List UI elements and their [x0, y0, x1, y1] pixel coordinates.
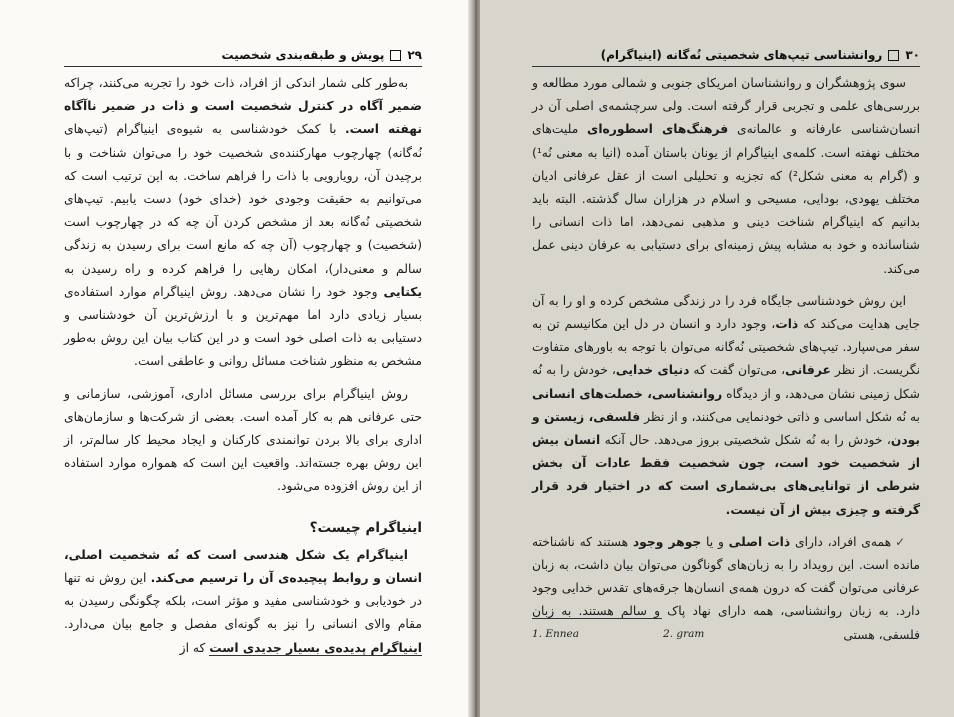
pencil-mark-icon: ✓: [895, 534, 906, 549]
section-heading: اینیاگرام چیست؟: [309, 519, 422, 536]
text-segment: ، وجود دارد و انسان در دل این مکانیسم تن به سفر می‌سپارد. تیپ‌های شخصیتی نُه‌گانه می‌توان با توجه به باورهای متفاوت نگریست. از نظر: [532, 317, 921, 378]
page-number: ۳۰: [905, 48, 920, 62]
footnote-rule: [532, 618, 662, 619]
text-segment: سوی پژوهشگران و روانشناسان امریکای جنوبی و شمالی مورد مطالعه و بررسی‌های علمی و تجربی قرار گرفته است. ولی سرچشمه‌ی اصلی آن در انسان‌شناسی عارفانه و عالمانه‌ی: [532, 76, 920, 137]
text-segment: با کمک خودشناسی به شیوه‌ی اینیاگرام (تیپ‌های نُه‌گانه) چهارچوب مهارکننده‌ی شخصیت خود را می‌توان شناخت و با برچیدن آن، رویارویی با ذات را فراهم ساخت. به این ترتیب است که می‌توانیم به حقیقت وجودی خود (خدای خود) دست یابیم. تیپ‌های شخصیتی نُه‌گانه بعد از مشخص کردن آن چه که در چهارچوب است (شخصیت) و چهارچوب (آن چه که مانع است برای رسیدن به زندگی سالم و معنی‌دار)، امکان رهایی را فراهم کرده و راه رسیدن به: [64, 122, 422, 276]
text-segment: ، خودش را به نُه شکل زمینی نشان می‌دهد، و از دیدگاه: [532, 363, 920, 401]
bold-segment: فرهنگ‌های اسطوره‌ای: [587, 122, 729, 137]
bold-segment: دنیای خدایی: [615, 363, 690, 378]
header-rule: [64, 66, 422, 67]
bold-segment: یکتایی: [383, 284, 422, 299]
bold-segment: جوهر وجود: [632, 534, 702, 549]
text-segment: ملیت‌های مختلف نهفته است. کلمه‌ی اینیاگرام از یونان باستان آمده (انیا به معنی نُه¹) و (گرام به معنی شکل²) که تجزیه و تحلیلی است از عقل عرفانی ادیان مختلف یهودی، بودایی، مسیحی و اسلام در هزاران سال گذشته. البته باید بدانیم که اینیاگرام شناخت دینی و مذهبی نمی‌دهد، اما ذات انسانی را شناسانده و خود به مشابه پیش زمینه‌ای برای دستیابی به عرفان دینی عمل می‌کند.: [532, 122, 920, 276]
text-segment: این روش نه تنها در خودیابی و خودشناسی مفید و مؤثر است، بلکه چگونگی رسیدن به مقام والای انسانی را نیز به گونه‌ای مفصل و جامع بیان می‌دارد.: [64, 571, 422, 632]
text-segment: این روش خودشناسی جایگاه فرد را در زندگی مشخص کرده و او را به آن جایی هدایت می‌کند که: [532, 293, 921, 332]
bold-underlined-segment: اینیاگرام پدیده‌ی بسیار جدیدی است: [209, 640, 422, 655]
text-segment: به‌طور کلی شمار اندکی از افراد، ذات خود را تجربه می‌کنند، چراکه: [64, 76, 408, 90]
bold-segment: فلسفی، زیستن و بودن: [532, 409, 920, 448]
square-icon: [888, 50, 899, 61]
right-page: [480, 0, 954, 717]
text-segment: و یا: [701, 534, 729, 549]
right-page-body: [532, 72, 920, 656]
text-segment: که از: [179, 640, 210, 655]
footnote: 2. gram: [663, 628, 705, 640]
paragraph: [64, 72, 422, 374]
footnote: 1. Ennea: [532, 628, 580, 640]
text-segment: به نُه شکل اساسی و ذاتی خودنمایی می‌کنند، و از نظر: [640, 409, 920, 424]
bold-segment: ضمیر آگاه در کنترل شخصیت است و ذات در ضمیر ناآگاه نهفته است.: [64, 99, 423, 137]
bold-segment: اینیاگرام یک شکل هندسی است که نُه شخصیت اصلی، انسان و روابط پیچیده‌ی آن را ترسیم می‌کند.: [64, 547, 422, 586]
left-page-body: [64, 72, 422, 669]
square-icon: [390, 50, 401, 61]
paragraph: [532, 72, 920, 281]
text-segment: ، می‌توان گفت که: [689, 363, 786, 378]
footnotes: [532, 628, 704, 640]
text-segment: روش اینیاگرام برای بررسی مسائل اداری، آموزشی، سازمانی و حتی عرفانی هم به کار آمده است. بعضی از شرکت‌ها و سازمان‌های اداری برای بالا بردن توانمندی کارکنان و ایجاد محیط کار سالم‌تر، از این روش بهره جسته‌اند. واقعیت این است که همواره موارد استفاده از این روش افزوده می‌شود.: [64, 386, 422, 494]
text-segment: ، خودش را به نُه شکل شخصیتی بروز می‌دهد. حال آنکه: [600, 433, 891, 448]
text-segment: وجود خود را نشان می‌دهد. روش اینیاگرام موارد استفاده‌ی بسیار زیادی دارد اما مهم‌ترین و با ارزش‌ترین آن خودشناسی و دستیابی به ذات اصلی خود است و در این کتاب بیان این روش به‌طور مشخص به منظور شناخت مسائل روانی و عاطفی است.: [64, 284, 422, 369]
running-title: پویش و طبقه‌بندی شخصیت: [221, 48, 385, 62]
text-segment: هستند که ناشناخته مانده است. این رویداد را به زبان‌های گوناگون می‌توان بیان داشت، به زبان عرفانی می‌توان گفت که درون همه‌ی انسان‌ها جرقه‌های تقدس خدایی وجود دارد. به زبان روانشناسی، همه دارای نهاد پاک و سالم هستند. به زبان فلسفی، هستی: [532, 534, 920, 642]
text-segment: همه‌ی افراد، دارای: [790, 534, 892, 549]
paragraph: [532, 290, 920, 522]
left-page-header: [64, 44, 422, 66]
bold-segment: ذات: [775, 317, 799, 332]
bold-segment: ذات اصلی: [728, 534, 791, 549]
running-title: روانشناسی تیپ‌های شخصیتی نُه‌گانه (اینیاگرام): [600, 48, 883, 62]
bold-segment: روانشناسی، خصلت‌های انسانی: [532, 386, 723, 401]
header-rule: [532, 66, 920, 67]
page-number: ۲۹: [407, 48, 422, 62]
paragraph: [64, 383, 422, 499]
paragraph: [64, 544, 422, 660]
bold-segment: عرفانی: [785, 363, 831, 378]
bold-segment: انسان بیش از شخصیت خود است، چون شخصیت فقط عادات آن بخش شرطی از توانایی‌های بی‌شماری است که در اختیار فرد قرار گرفته و چیزی بیش از آن نیست.: [532, 433, 920, 517]
right-page-header: [532, 44, 920, 66]
